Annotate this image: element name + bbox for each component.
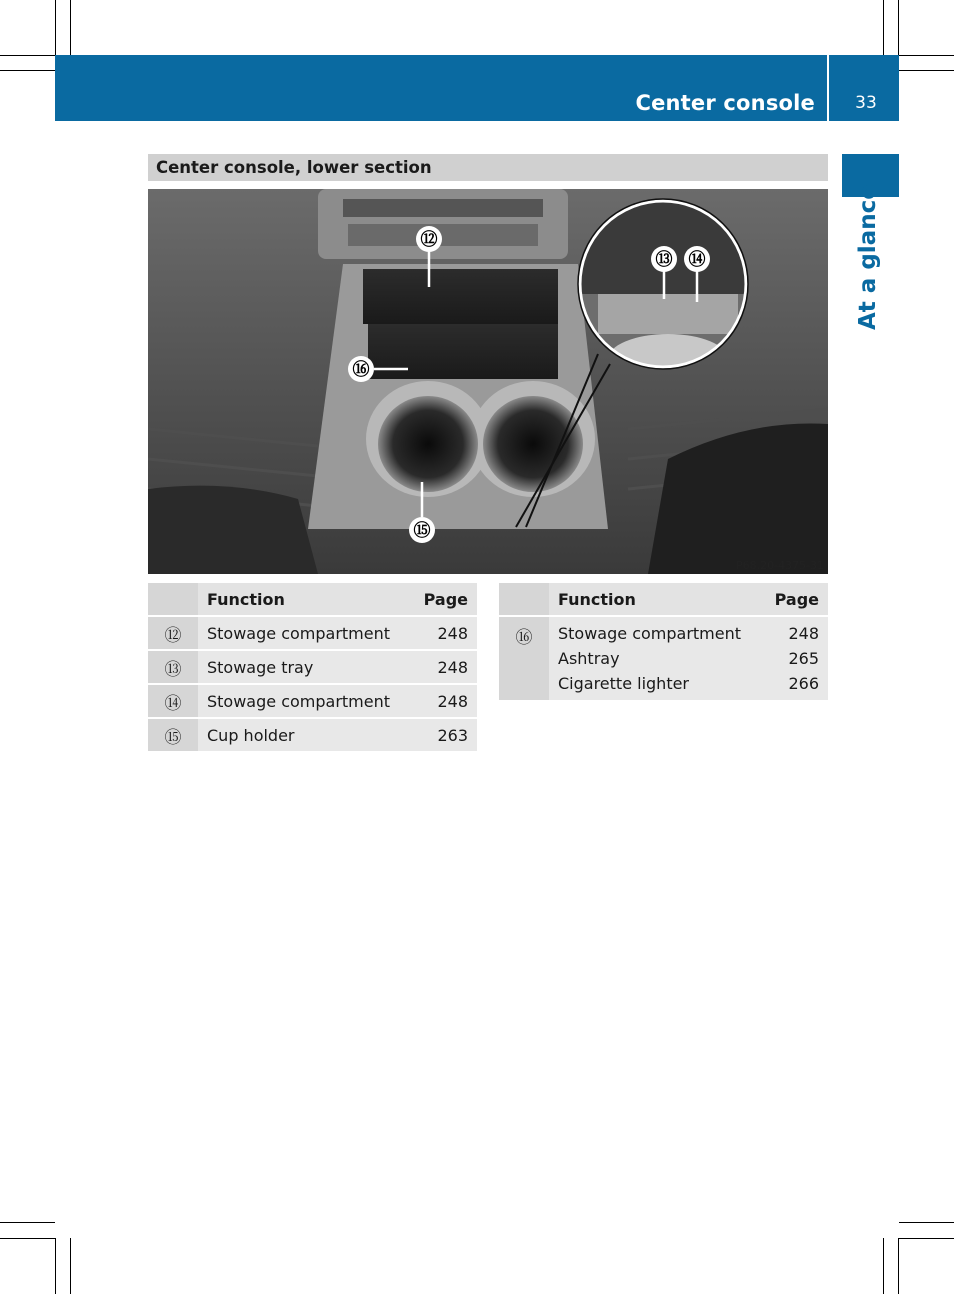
table-row: [148, 718, 477, 751]
center-console-photo: [148, 189, 828, 574]
page-item: 266: [788, 674, 819, 693]
callout-15: [409, 517, 435, 543]
crop-mark: [0, 70, 55, 71]
row-page: 248: [415, 616, 477, 650]
function-item: Cigarette lighter: [558, 674, 690, 693]
row-function: Stowage tray: [198, 650, 415, 684]
crop-mark: [898, 1238, 899, 1294]
row-number: ⑫: [148, 616, 198, 650]
function-item: Ashtray: [558, 649, 620, 668]
table-row: [148, 684, 477, 718]
crop-mark: [899, 70, 954, 71]
table-header-row: [148, 583, 477, 616]
column-header-number: [499, 583, 549, 616]
table-row: [148, 616, 477, 650]
figure-code: P68.20-4375-31: [735, 559, 824, 572]
header-divider: [827, 55, 829, 121]
column-header-page: Page: [415, 583, 477, 616]
row-page: [766, 616, 828, 700]
crop-mark: [55, 1238, 56, 1294]
column-header-function: Function: [198, 583, 415, 616]
svg-text:⑯: ⑯: [352, 360, 370, 380]
function-item: Stowage compartment: [558, 624, 742, 643]
row-function: Stowage compartment: [198, 684, 415, 718]
section-heading: [148, 154, 828, 181]
row-number: ⑭: [148, 684, 198, 718]
row-page: 248: [415, 650, 477, 684]
svg-text:⑬: ⑬: [655, 250, 673, 270]
section-title: Center console, lower section: [156, 158, 432, 177]
callout-13: [651, 246, 677, 272]
crop-mark: [898, 0, 899, 55]
column-header-function: Function: [549, 583, 766, 616]
table-header-row: [499, 583, 828, 616]
callout-14: [684, 246, 710, 272]
callout-12: [416, 226, 442, 252]
page-item: 265: [788, 649, 819, 668]
column-header-number: [148, 583, 198, 616]
row-function: [549, 616, 766, 700]
crop-mark: [883, 1238, 884, 1294]
callout-16: [348, 356, 374, 382]
side-tab-label: At a glance: [855, 184, 881, 330]
crop-mark: [0, 1222, 55, 1223]
crop-mark: [70, 1238, 71, 1294]
row-page: 248: [415, 684, 477, 718]
header-title: Center console: [635, 91, 815, 115]
page-item: 248: [788, 624, 819, 643]
svg-text:⑭: ⑭: [688, 250, 706, 270]
column-header-page: Page: [766, 583, 828, 616]
crop-mark: [883, 0, 884, 55]
crop-mark: [899, 1222, 954, 1223]
crop-mark: [899, 1238, 954, 1239]
crop-mark: [55, 0, 56, 55]
row-number: ⑬: [148, 650, 198, 684]
table-row: [148, 650, 477, 684]
page-number: 33: [855, 93, 877, 113]
row-function: Cup holder: [198, 718, 415, 751]
function-table-left: [148, 583, 477, 751]
row-page: 263: [415, 718, 477, 751]
row-number: ⑯: [499, 616, 549, 700]
svg-text:⑮: ⑮: [413, 521, 431, 541]
crop-mark: [899, 55, 954, 56]
svg-text:⑫: ⑫: [420, 230, 438, 250]
row-number: ⑮: [148, 718, 198, 751]
table-row: [499, 616, 828, 700]
crop-mark: [0, 1238, 55, 1239]
header-bar: [55, 55, 899, 121]
crop-mark: [70, 0, 71, 55]
crop-mark: [0, 55, 55, 56]
row-function: Stowage compartment: [198, 616, 415, 650]
function-table-right: [499, 583, 828, 700]
